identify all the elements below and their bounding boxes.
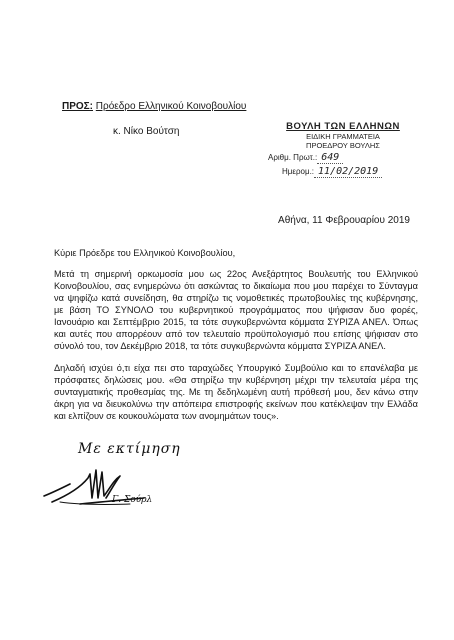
stamp-protocol-label: Αριθμ. Πρωτ.: [268,153,318,162]
stamp-date-label: Ημερομ.: [282,167,315,176]
handwritten-closing: Με εκτίμηση [78,441,181,457]
recipient-title: Πρόεδρο Ελληνικού Κοινοβουλίου [95,101,247,112]
letter-body [54,247,418,432]
stamp-date-row [282,167,418,178]
parliament-stamp [268,122,418,178]
recipient-label: ΠΡΟΣ: [62,101,94,112]
letter-date: Αθήνα, 11 Φεβρουαρίου 2019 [278,215,410,226]
stamp-protocol-value: 649 [317,153,343,164]
salutation: Κύριε Πρόεδρε του Ελληνικού Κοινοβουλίου, [54,248,236,258]
paragraph-2: Δηλαδή ισχύει ό,τι είχα πει στο ταραχώδες Υπουργικό Συμβούλιο και το επανέλαβα με πρόσφατες δηλώσεις μου. «Θα στηρίξω την κυβέρνηση μέχρι την τελευταία μέρα της συνταγματικής προθεσμίας της. Με τη δεδηλωμένη αυτή πρόθεσή μου, δεν κάνω στην άκρη για να διευκολύνω την απόπειρα επιστροφής εκείνων που κατέκλεψαν την Ελλάδα και ελπίζουν σε κουκουλώματα των ανομημάτων τους». [54,363,418,421]
paragraph-1: Μετά τη σημερινή ορκωμοσία μου ως 22ος Ανεξάρτητος Βουλευτής του Ελληνικού Κοινοβουλίου, σας ενημερώνω ότι ασκώντας το δικαίωμα που μου παρέχει το Σύνταγμα να ψηφίζω κατά συνείδηση, θα στηρίζω τις νομοθετικές πρωτοβουλίες της κυβέρνησης, με βάση ΤΟ ΣΥΝΟΛΟ του κυβερνητικού προγράμματος που ψήφισαν δυο φορές, Ιανουάριο και Σεπτέμβριο 2015, τα τότε συγκυβερνώντα κόμματα ΣΥΡΙΖΑ ΑΝΕΛ. Όπως και αυτές που απορρέουν από τον τελευταίο προϋπολογισμό που επίσης ψήφισαν στο σύνολό του, τον Δεκέμβριο 2018, τα τότε συγκυβερνώντα κόμματα ΣΥΡΙΖΑ ΑΝΕΛ. [54,269,418,351]
stamp-protocol-row [268,153,418,164]
stamp-line-2: ΠΡΟΕΔΡΟΥ ΒΟΥΛΗΣ [306,141,380,150]
recipient-line [62,101,246,112]
stamp-date-value: 11/02/2019 [314,167,382,178]
signature-name: Γ. Σούρλ [112,495,153,505]
stamp-title: ΒΟΥΛΗ ΤΩΝ ΕΛΛΗΝΩΝ [286,121,400,132]
stamp-line-1: ΕΙΔΙΚΗ ΓΡΑΜΜΑΤΕΙΑ [306,132,380,141]
recipient-name: κ. Νίκο Βούτση [113,126,180,137]
